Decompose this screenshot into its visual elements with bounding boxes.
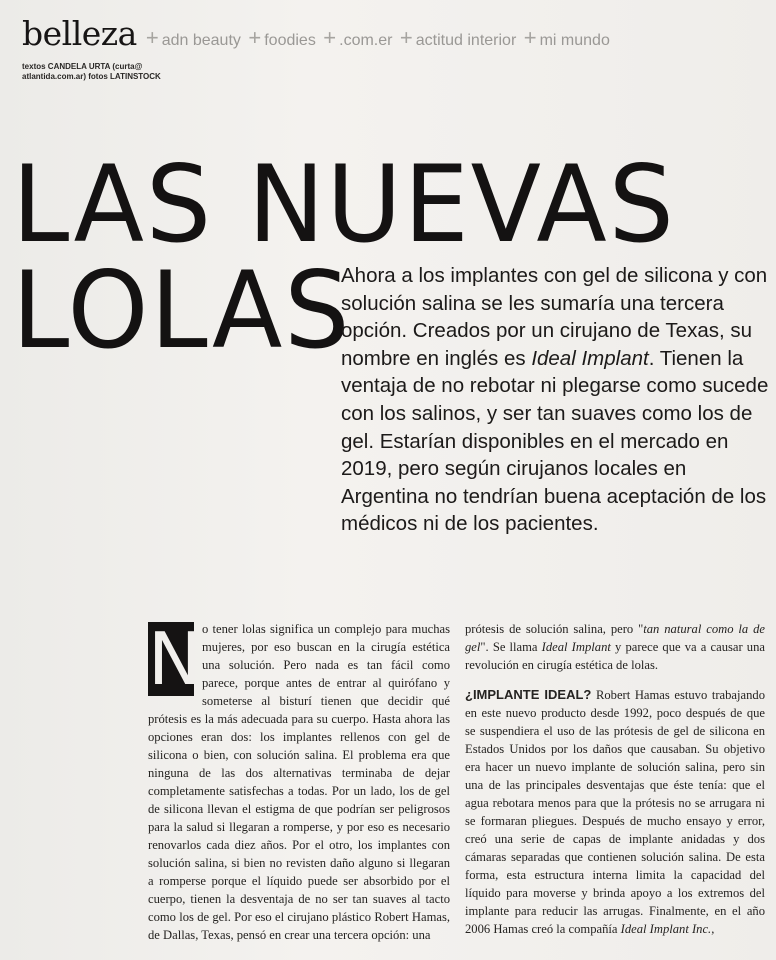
body-text: o tener lolas significa un complejo para muchas mujeres, por eso buscan en la cirugía estética una solución. Pero nada es tan fácil como parece, porque antes de entrar al quirófano y someterse al bisturí tienen que decidir qué prótesis es la más adecuada para su cuerpo. Hasta ahora las opciones eran dos: los implantes rellenos con gel de silicona o bien, con solución salina. El problema era que ninguna de las dos alternativas terminaba de dejar completamente satisfechas a todas. Por un lado, los de gel de silicona llevan el estigma de que podrían ser peligrosos para la salud si llegaran a romperse, y por eso es necesario renovarlos cada diez años. Por el otro, los implantes con solución salina, si bien no revisten daño alguno si llegaran a romperse porque el líquido puede ser absorbido por el cuerpo, tienen la desventaja de no ser tan suaves al tacto como los de gel. Por eso el cirujano plástico Robert Hamas, de Dallas, Texas, pensó en crear una tercera opción: una bbox=[148, 622, 450, 942]
section-header bbox=[22, 14, 762, 54]
body-column-2 bbox=[465, 620, 765, 950]
headline-line-2: LOLAS bbox=[12, 249, 352, 372]
body-italic: tan natural como la de gel bbox=[465, 622, 765, 654]
body-text: , bbox=[711, 922, 715, 936]
body-column-1 bbox=[148, 617, 450, 944]
subheading: ¿IMPLANTE IDEAL? bbox=[465, 687, 592, 702]
crumb-item: foodies bbox=[264, 32, 316, 49]
body-text: y parece que va a causar una revolución en cirugía estética de lolas. bbox=[465, 640, 765, 672]
crumb-item: actitud interior bbox=[415, 32, 517, 49]
dek-text: Ahora a los implantes con gel de silicona y con solución salina se les sumaría una tercera opción. Creados por un cirujano de Texas, su nombre en inglés es bbox=[341, 264, 768, 370]
body-text: Robert Hamas estuvo trabajando en este nuevo producto desde 1992, poco después de que se suspendiera el uso de las prótesis de gel de silicona en Estados Unidos por los daños que causaban. Su objetivo era hacer un nuevo implante de solución salina, pero sin una de las principales desventajas que éste tenía: que el agua rebotara menos para que la prótesis no se arrugara ni se formaran pliegues. Después de mucho ensayo y error, creó una serie de capas de implante anidadas y dos cámaras separadas que contienen solución salina. De esta forma, esta estructura interna limita la capacidad del líquido para moverse y brinda apoyo a los extremos del implante para reducir las arrugas. Finalmente, en el año 2006 Hamas creó la compañía bbox=[465, 688, 765, 936]
article-dek bbox=[341, 262, 771, 538]
dek-text: . Tienen la ventaja de no rebotar ni plegarse como sucede con los salinos, y ser tan suaves como los de gel. Estarían disponibles en el mercado en 2019, pero según cirujanos locales en Argentina no tendrían buena aceptación de los médicos ni de los pacientes. bbox=[341, 346, 769, 536]
article-credits bbox=[22, 62, 161, 82]
section-crumbs: + adn beauty + foodies + .com.er + actitud interior + mi mundo bbox=[145, 25, 610, 50]
drop-cap: N bbox=[148, 617, 202, 701]
body-paragraph bbox=[465, 620, 765, 674]
crumb-item: adn beauty bbox=[161, 32, 241, 49]
credits-line: atlantida.com.ar) fotos LATINSTOCK bbox=[22, 72, 161, 81]
section-title: belleza bbox=[22, 14, 137, 53]
crumb-item: .com.er bbox=[339, 32, 393, 49]
body-italic: Ideal Implant bbox=[541, 640, 611, 654]
body-italic: Ideal Implant Inc. bbox=[620, 922, 712, 936]
headline-line-1: LAS NUEVAS bbox=[12, 143, 676, 266]
body-text: prótesis de solución salina, pero " bbox=[465, 622, 644, 636]
credits-line: textos CANDELA URTA (curta@ bbox=[22, 62, 143, 71]
dek-italic: Ideal Implant bbox=[531, 346, 649, 370]
crumb-item: mi mundo bbox=[539, 32, 610, 49]
body-text: ". Se llama bbox=[480, 640, 542, 654]
body-paragraph bbox=[465, 686, 765, 938]
